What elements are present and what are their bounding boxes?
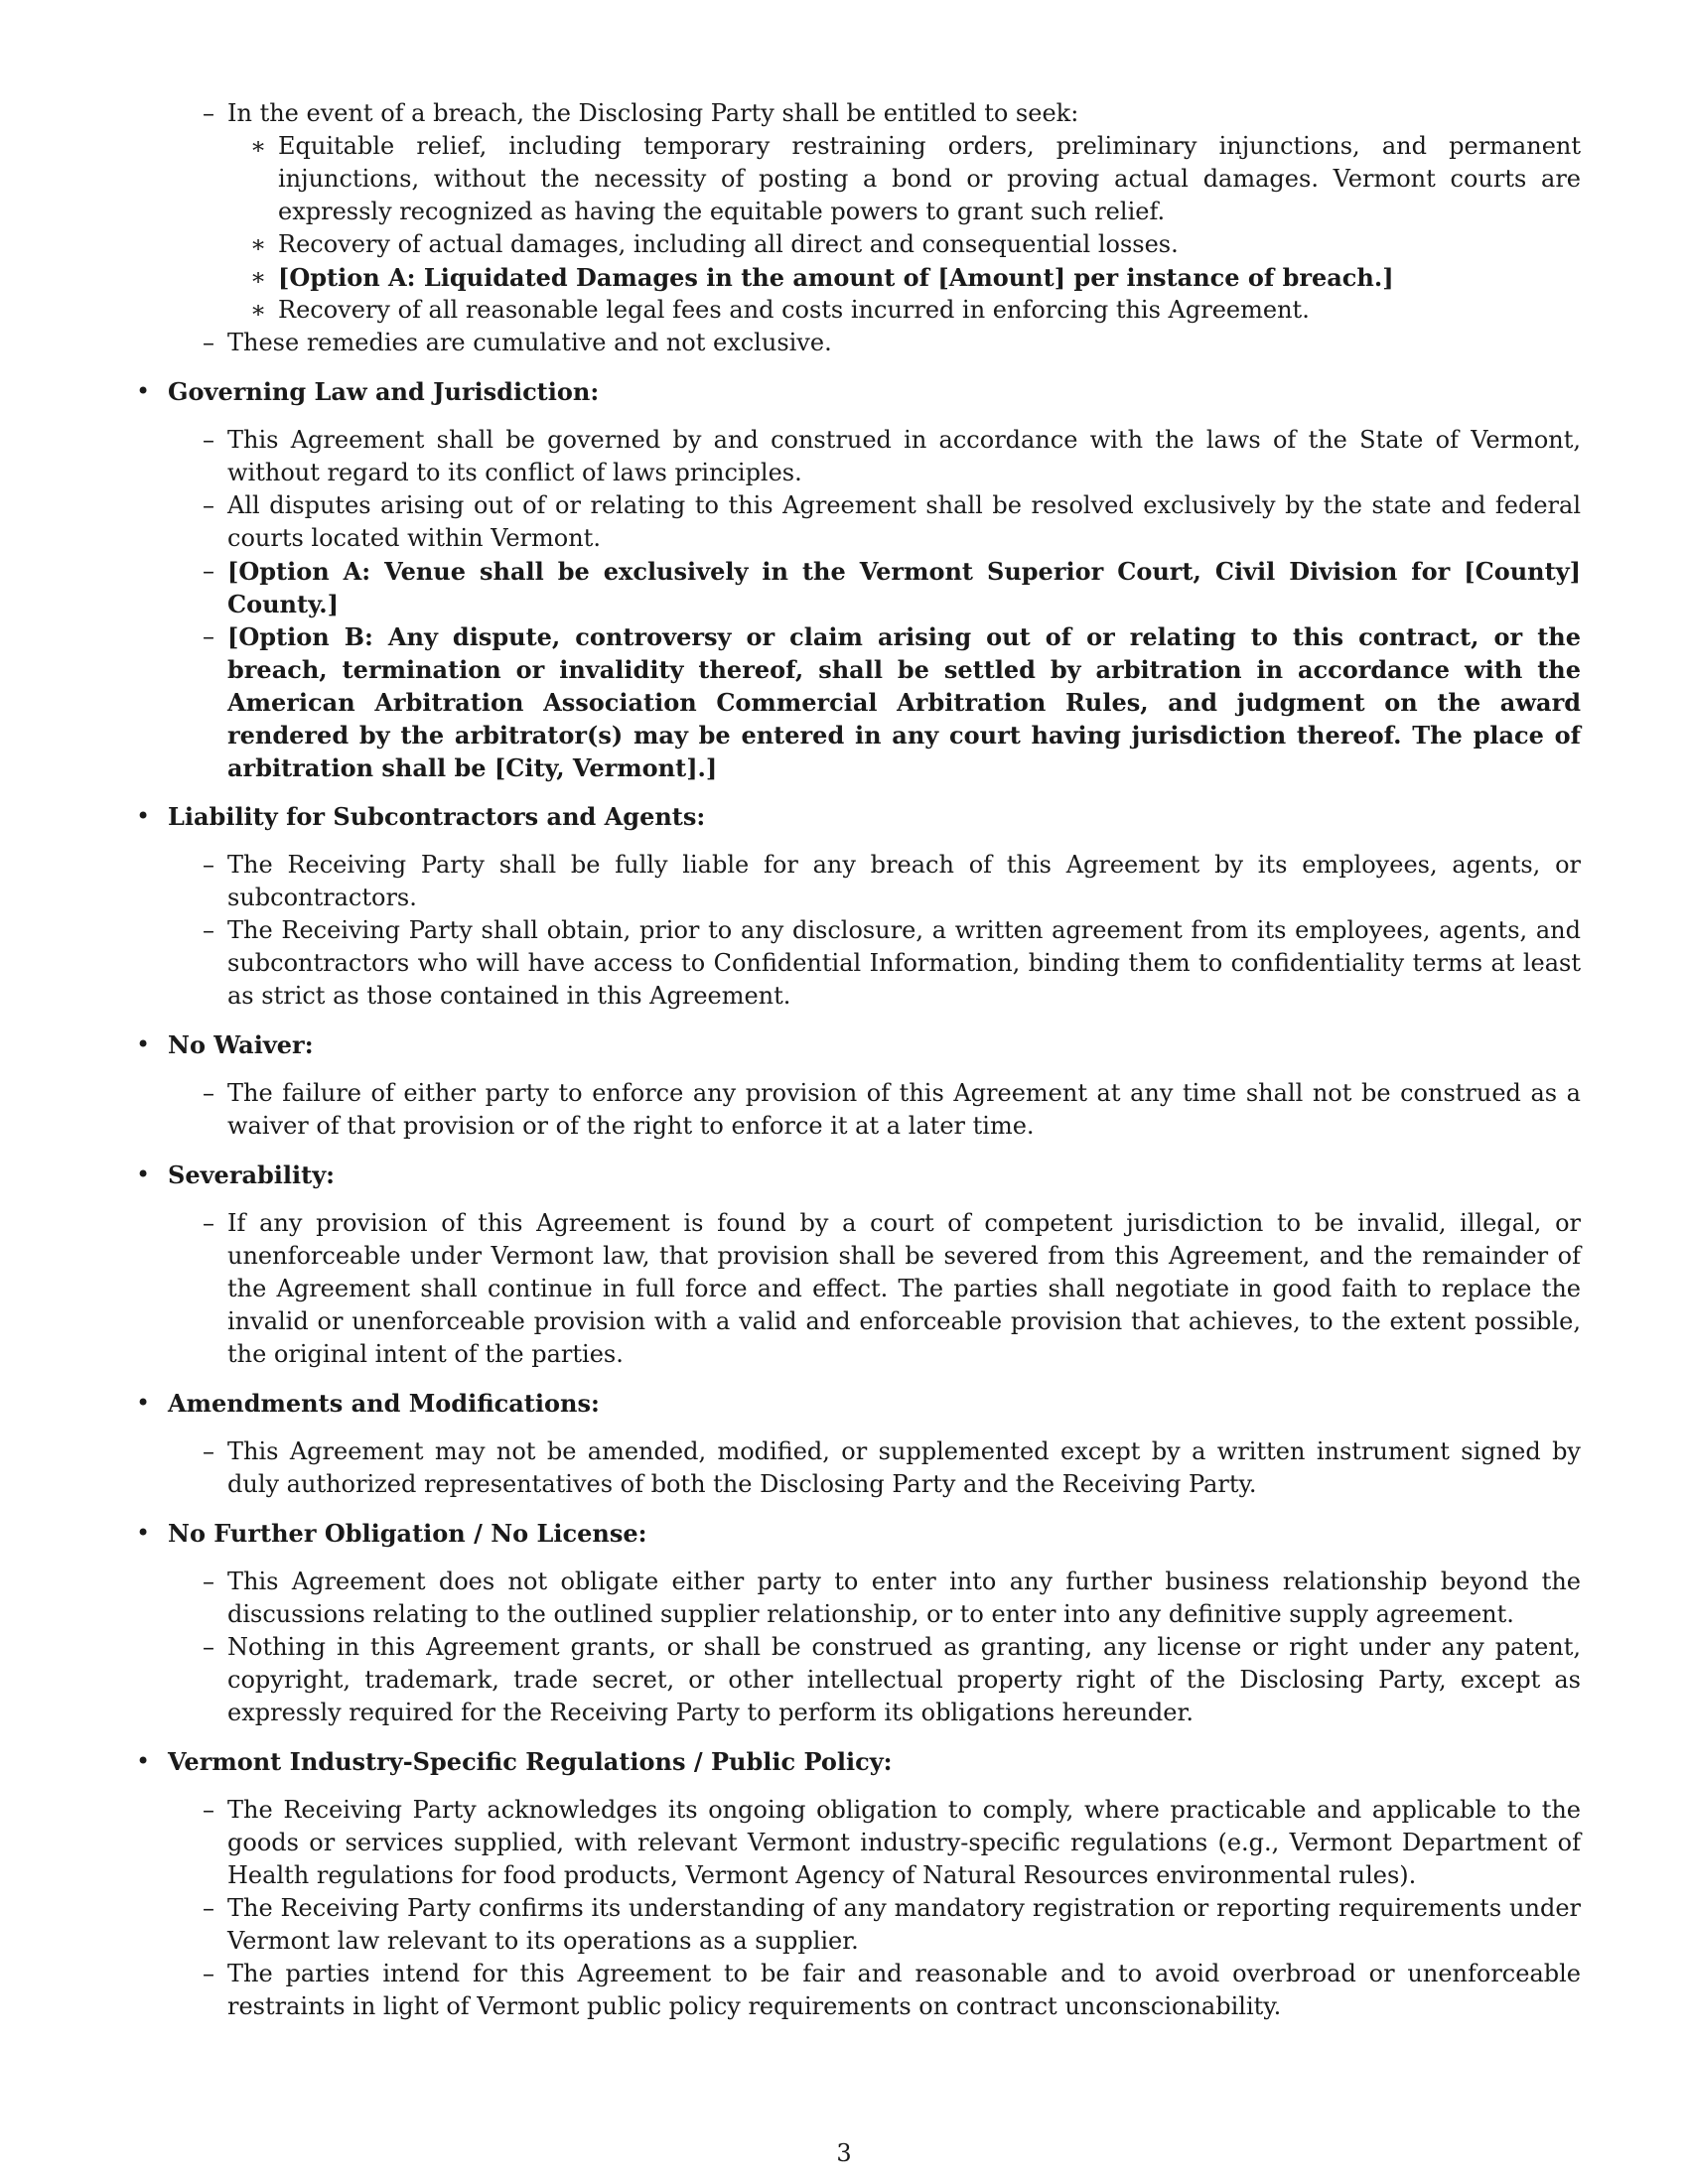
dash-bullet: – — [203, 1894, 214, 1922]
section-severability — [136, 1159, 1581, 1371]
list-item: – The Receiving Party shall obtain, prior to any disclosure, a written agreement from its employees, agents, and subcontractors who will have access to Confidential Information, binding them to confidentiality terms at least as strict as those contained in this Agreement. — [136, 914, 1581, 1013]
list-item: – This Agreement does not obligate either party to enter into any further business relationship beyond the discussions relating to the outlined supplier relationship, or to enter into any definitive supply agreement. — [136, 1566, 1581, 1631]
dash-bullet: – — [203, 622, 214, 650]
list-item: – All disputes arising out of or relating to this Agreement shall be resolved exclusively by the state and federal courts located within Vermont. — [136, 489, 1581, 555]
list-subitem-option-a: ∗ [Option A: Liquidated Damages in the amount of [Amount] per instance of breach.] — [249, 263, 1394, 292]
bullet-dot: • — [136, 377, 151, 405]
section-heading: • No Waiver: — [136, 1030, 314, 1059]
section-no-further-obligation — [136, 1517, 1581, 1729]
list-item: – In the event of a breach, the Disclosing Party shall be entitled to seek: — [136, 97, 1581, 130]
section-heading: • Amendments and Modifications: — [136, 1389, 600, 1418]
page-number: 3 — [836, 2139, 852, 2167]
list-subitem: ∗ Recovery of actual damages, including all direct and consequential losses. — [136, 228, 1581, 261]
dash-bullet: – — [203, 1960, 214, 1987]
section-liability — [136, 800, 1581, 1013]
dash-bullet: – — [203, 99, 214, 127]
section-heading: • Governing Law and Jurisdiction: — [136, 377, 600, 406]
dash-bullet: – — [203, 1633, 214, 1661]
dash-bullet: – — [203, 557, 214, 585]
list-item: – These remedies are cumulative and not exclusive. — [136, 327, 1581, 359]
section-heading: • Severability: — [136, 1160, 336, 1189]
section-governing-law — [136, 375, 1581, 784]
section-heading: • No Further Obligation / No License: — [136, 1519, 647, 1548]
section-amendments — [136, 1387, 1581, 1501]
asterisk-bullet: ∗ — [249, 230, 267, 258]
section-heading: • Liability for Subcontractors and Agents: — [136, 802, 706, 831]
list-item: – If any provision of this Agreement is found by a court of competent jurisdiction to be invalid, illegal, or unenforceable under Vermont law, that provision shall be severed from this Agreement, and the remainder of the Agreement shall continue in full force and effect. The parties shall negotiate in good faith to replace the invalid or unenforceable provision with a valid and enforceable provision that achieves, to the extent possible, the original intent of the parties. — [136, 1207, 1581, 1371]
dash-bullet: – — [203, 329, 214, 356]
dash-bullet: – — [203, 491, 214, 519]
section-no-waiver — [136, 1028, 1581, 1143]
dash-bullet: – — [203, 1796, 214, 1824]
section-heading: • Vermont Industry-Specific Regulations / Public Policy: — [136, 1747, 893, 1776]
asterisk-bullet: ∗ — [249, 263, 267, 291]
bullet-dot: • — [136, 1160, 151, 1188]
dash-bullet: – — [203, 916, 214, 944]
list-item: – Nothing in this Agreement grants, or shall be construed as granting, any license or right under any patent, copyright, trademark, trade secret, or other intellectual property right of the Disclosing Party, except as expressly required for the Receiving Party to perform its obligations hereunder. — [136, 1631, 1581, 1729]
list-item: – This Agreement may not be amended, modified, or supplemented except by a written instrument signed by duly authorized representatives of both the Disclosing Party and the Receiving Party. — [136, 1435, 1581, 1501]
dash-bullet: – — [203, 1437, 214, 1465]
list-subitem: ∗ Equitable relief, including temporary restraining orders, preliminary injunctions, and permanent injunctions, without the necessity of posting a bond or proving actual damages. Vermont courts are expressly recognized as having the equitable powers to grant such relief. — [249, 132, 1581, 225]
document-body — [136, 97, 1581, 2023]
bullet-dot: • — [136, 1030, 151, 1058]
dash-bullet: – — [203, 851, 214, 879]
list-item-option-a: – [Option A: Venue shall be exclusively in the Vermont Superior Court, Civil Division for [County] County.] — [136, 555, 1581, 620]
list-item-option-b: – [Option B: Any dispute, controversy or claim arising out of or relating to this contract, or the breach, termination or invalidity thereof, shall be settled by arbitration in accordance with the American Arbitration Association Commercial Arbitration Rules, and judgment on the award rendered by the arbitrator(s) may be entered in any court having jurisdiction thereof. The place of arbitration shall be [City, Vermont].] — [136, 620, 1581, 784]
asterisk-bullet: ∗ — [249, 132, 267, 160]
list-item: – The Receiving Party acknowledges its ongoing obligation to comply, where practicable and applicable to the goods or services supplied, with relevant Vermont industry-specific regulations (e.g., Vermont Department of Health regulations for food products, Vermont Agency of Natural Resources environmental rules). — [136, 1794, 1581, 1892]
list-item: – The parties intend for this Agreement to be fair and reasonable and to avoid overbroad or unenforceable restraints in light of Vermont public policy requirements on contract unconscionability. — [136, 1958, 1581, 2023]
remedies-list — [136, 97, 1581, 359]
list-item: – The failure of either party to enforce any provision of this Agreement at any time shall not be construed as a waiver of that provision or of the right to enforce it at a later time. — [136, 1077, 1581, 1143]
section-vermont-regulations — [136, 1745, 1581, 2023]
bullet-dot: • — [136, 802, 151, 830]
bullet-dot: • — [136, 1519, 151, 1547]
asterisk-bullet: ∗ — [249, 296, 267, 324]
list-subitem: ∗ Recovery of all reasonable legal fees and costs incurred in enforcing this Agreement. — [136, 294, 1581, 327]
list-item: – The Receiving Party shall be fully liable for any breach of this Agreement by its employees, agents, or subcontractors. — [136, 849, 1581, 914]
list-item: – The Receiving Party confirms its understanding of any mandatory registration or reporting requirements under Vermont law relevant to its operations as a supplier. — [136, 1892, 1581, 1958]
dash-bullet: – — [203, 1079, 214, 1107]
dash-bullet: – — [203, 426, 214, 454]
list-item: – This Agreement shall be governed by and construed in accordance with the laws of the State of Vermont, without regard to its conflict of laws principles. — [136, 424, 1581, 489]
dash-bullet: – — [203, 1568, 214, 1595]
dash-bullet: – — [203, 1209, 214, 1237]
bullet-dot: • — [136, 1389, 151, 1417]
bullet-dot: • — [136, 1747, 151, 1775]
